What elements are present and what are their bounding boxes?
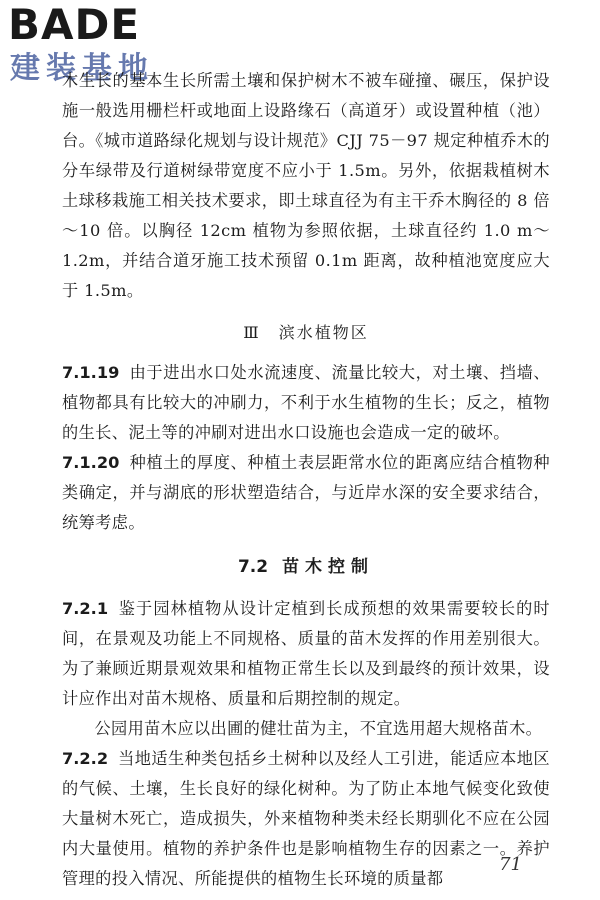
intro-paragraph: 木生长的基本生长所需土壤和保护树木不被车碰撞、碾压，保护设施一般选用栅栏杆或地面上设路缘石（高道牙）或设置种植（池）台。《城市道路绿化规划与设计规范》CJJ 75－97 规定种植乔木的分车绿带及行道树绿带宽度不应小于 1.5m。另外，依据栽植树木土球移栽施工相关技术要求，即土球直径为有主干乔木胸径的 8 倍～10 倍。以胸径 12cm 植物为参照依据，土球直径约 1.0 m～1.2m，并结合道牙施工技术预留 0.1m 距离，故种植池宽度应大于 1.5m。 [62,71,550,300]
document-page [62,66,550,894]
clause-text: 由于进出水口处水流速度、流量比较大，对土壤、挡墙、植物都具有比较大的冲刷力，不利于水生植物的生长；反之，植物的生长、泥土等的冲刷对进出水口设施也会造成一定的破坏。 [62,363,550,442]
clause-number: 7.1.20 [62,453,120,472]
clause-text: 种植土的厚度、种植土表层距常水位的距离应结合植物种类确定，并与湖底的形状塑造结合，与近岸水深的安全要求结合，统筹考虑。 [62,453,550,532]
clause-7-2-1-paragraph-2: 公园用苗木应以出圃的健壮苗为主，不宜选用超大规格苗木。 [94,719,543,738]
clause-number: 7.1.19 [62,363,120,382]
clause-text: 当地适生种类包括乡土树种以及经人工引进，能适应本地区的气候、土壤，生长良好的绿化树种。为了防止本地气候变化致使大量树木死亡，造成损失，外来植物种类未经长期驯化不应在公园内大量使用。植物的养护条件也是影响植物生存的因素之一。养护管理的投入情况、所能提供的植物生长环境的质量都 [62,749,550,888]
subsection-heading [62,318,550,348]
clause-7-1-19 [62,358,550,448]
section-title: 苗木控制 [282,557,375,577]
clause-7-2-1 [62,594,550,714]
clause-7-1-20 [62,448,550,538]
clause-number: 7.2.2 [62,749,109,768]
clause-7-2-2 [62,744,550,894]
subsection-title: 滨水植物区 [278,323,369,342]
logo-wordmark: BADE [8,0,141,49]
section-number: 7.2 [237,557,269,577]
section-heading [62,552,550,582]
clause-text: 鉴于园林植物从设计定植到长成预想的效果需要较长的时间，在景观及功能上不同规格、质量的苗木发挥的作用差别很大。为了兼顾近期景观效果和植物正常生长以及到最终的预计效果，设计应作出对苗木规格、质量和后期控制的规定。 [62,599,550,708]
page-number: 71 [499,854,522,875]
subsection-roman-numeral: Ⅲ [243,323,261,342]
logo-subtitle: 建装基地 [10,51,154,86]
clause-number: 7.2.1 [62,599,109,618]
